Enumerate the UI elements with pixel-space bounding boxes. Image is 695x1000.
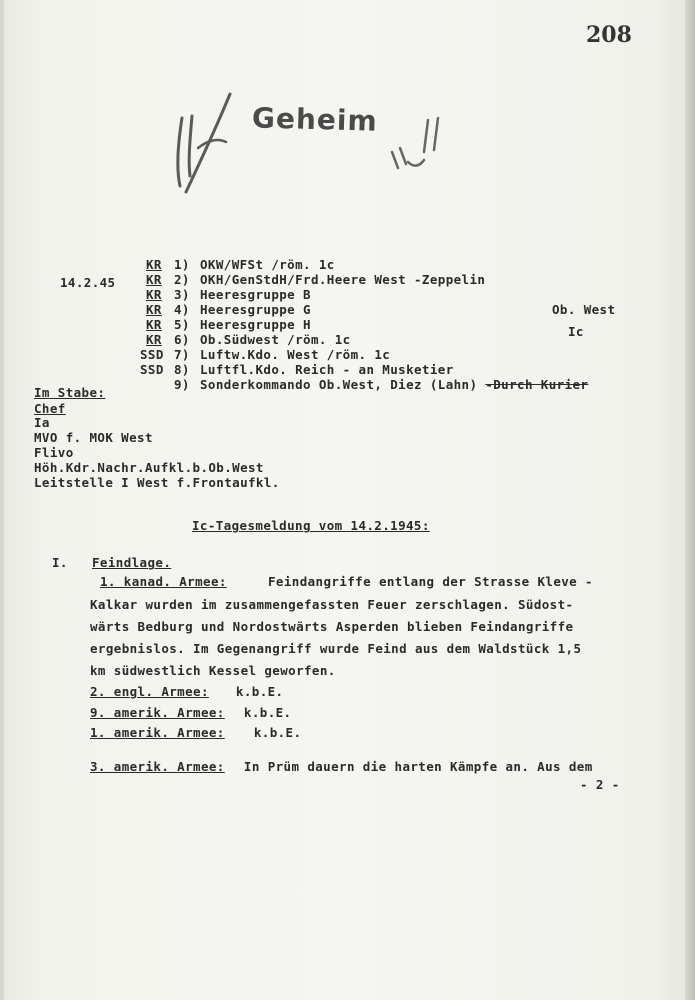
army-label: 1. kanad. Armee: <box>100 574 227 589</box>
continuation-marker: - 2 - <box>580 777 620 792</box>
channel-code: KR <box>146 287 162 302</box>
staff-item: Höh.Kdr.Nachr.Aufkl.b.Ob.West <box>34 460 264 475</box>
army-status: k.b.E. <box>228 684 284 699</box>
channel-code: SSD <box>140 347 164 362</box>
section-heading: Feindlage. <box>92 555 172 570</box>
recipient-text: Sonderkommando Ob.West, Diez (Lahn) <box>200 377 486 392</box>
sender-office: Ob. West <box>552 302 616 317</box>
recipient: OKH/GenStdH/Frd.Heere West -Zeppelin <box>200 272 486 287</box>
staff-item: Chef <box>34 401 66 416</box>
item-number: 5) <box>174 317 190 332</box>
document-date: 14.2.45 <box>60 275 116 290</box>
army-report-line: wärts Bedburg und Nordostwärts Asperden blieben Feindangriffe <box>90 619 574 634</box>
army-report-line: In Prüm dauern die harten Kämpfe an. Aus dem <box>236 759 593 774</box>
item-number: 1) <box>174 257 190 272</box>
item-number: 9) <box>174 377 190 392</box>
channel-code: KR <box>146 257 162 272</box>
recipient: Heeresgruppe G <box>200 302 311 317</box>
recipient: Luftfl.Kdo. Reich - an Musketier <box>200 362 454 377</box>
recipient: Ob.Südwest /röm. 1c <box>200 332 351 347</box>
army-report-line: ergebnislos. Im Gegenangriff wurde Feind aus dem Waldstück 1,5 <box>90 641 582 656</box>
handwritten-fraction-mark <box>384 112 454 182</box>
army-label: 2. engl. Armee: <box>90 684 209 699</box>
recipient: OKW/WFSt /röm. 1c <box>200 257 335 272</box>
army-label: 9. amerik. Armee: <box>90 705 225 720</box>
classification-stamp: Geheim <box>251 101 379 138</box>
item-number: 8) <box>174 362 190 377</box>
staff-item: Ia <box>34 415 50 430</box>
recipient: Heeresgruppe B <box>200 287 311 302</box>
staff-item: Flivo <box>34 445 74 460</box>
item-number: 4) <box>174 302 190 317</box>
channel-code: KR <box>146 302 162 317</box>
army-label: 3. amerik. Armee: <box>90 759 225 774</box>
channel-code: KR <box>146 317 162 332</box>
channel-code: KR <box>146 272 162 287</box>
channel-code: KR <box>146 332 162 347</box>
army-status: k.b.E. <box>236 705 292 720</box>
army-report-line: Feindangriffe entlang der Strasse Kleve - <box>268 574 593 589</box>
item-number: 7) <box>174 347 190 362</box>
army-report-line: km südwestlich Kessel geworfen. <box>90 663 336 678</box>
item-number: 6) <box>174 332 190 347</box>
recipient <box>200 378 588 392</box>
page-right-edge <box>685 0 695 1000</box>
item-number: 3) <box>174 287 190 302</box>
struck-text: -Durch Kurier <box>485 377 589 392</box>
recipient: Luftw.Kdo. West /röm. 1c <box>200 347 391 362</box>
page-number: 208 <box>586 22 632 48</box>
report-title: Ic-Tagesmeldung vom 14.2.1945: <box>192 518 430 533</box>
channel-code: SSD <box>140 362 164 377</box>
staff-heading: Im Stabe: <box>34 385 106 400</box>
army-status: k.b.E. <box>238 725 302 740</box>
staff-item: MVO f. MOK West <box>34 430 153 445</box>
section-number: I. <box>52 555 68 570</box>
army-report-line: Kalkar wurden im zusammengefassten Feuer zerschlagen. Südost- <box>90 597 574 612</box>
sender-section: Ic <box>568 324 584 339</box>
staff-item: Leitstelle I West f.Frontaufkl. <box>34 475 280 490</box>
army-label: 1. amerik. Armee: <box>90 725 225 740</box>
item-number: 2) <box>174 272 190 287</box>
recipient: Heeresgruppe H <box>200 317 311 332</box>
page-left-edge <box>0 0 4 1000</box>
handwritten-initials-mark <box>168 88 248 198</box>
